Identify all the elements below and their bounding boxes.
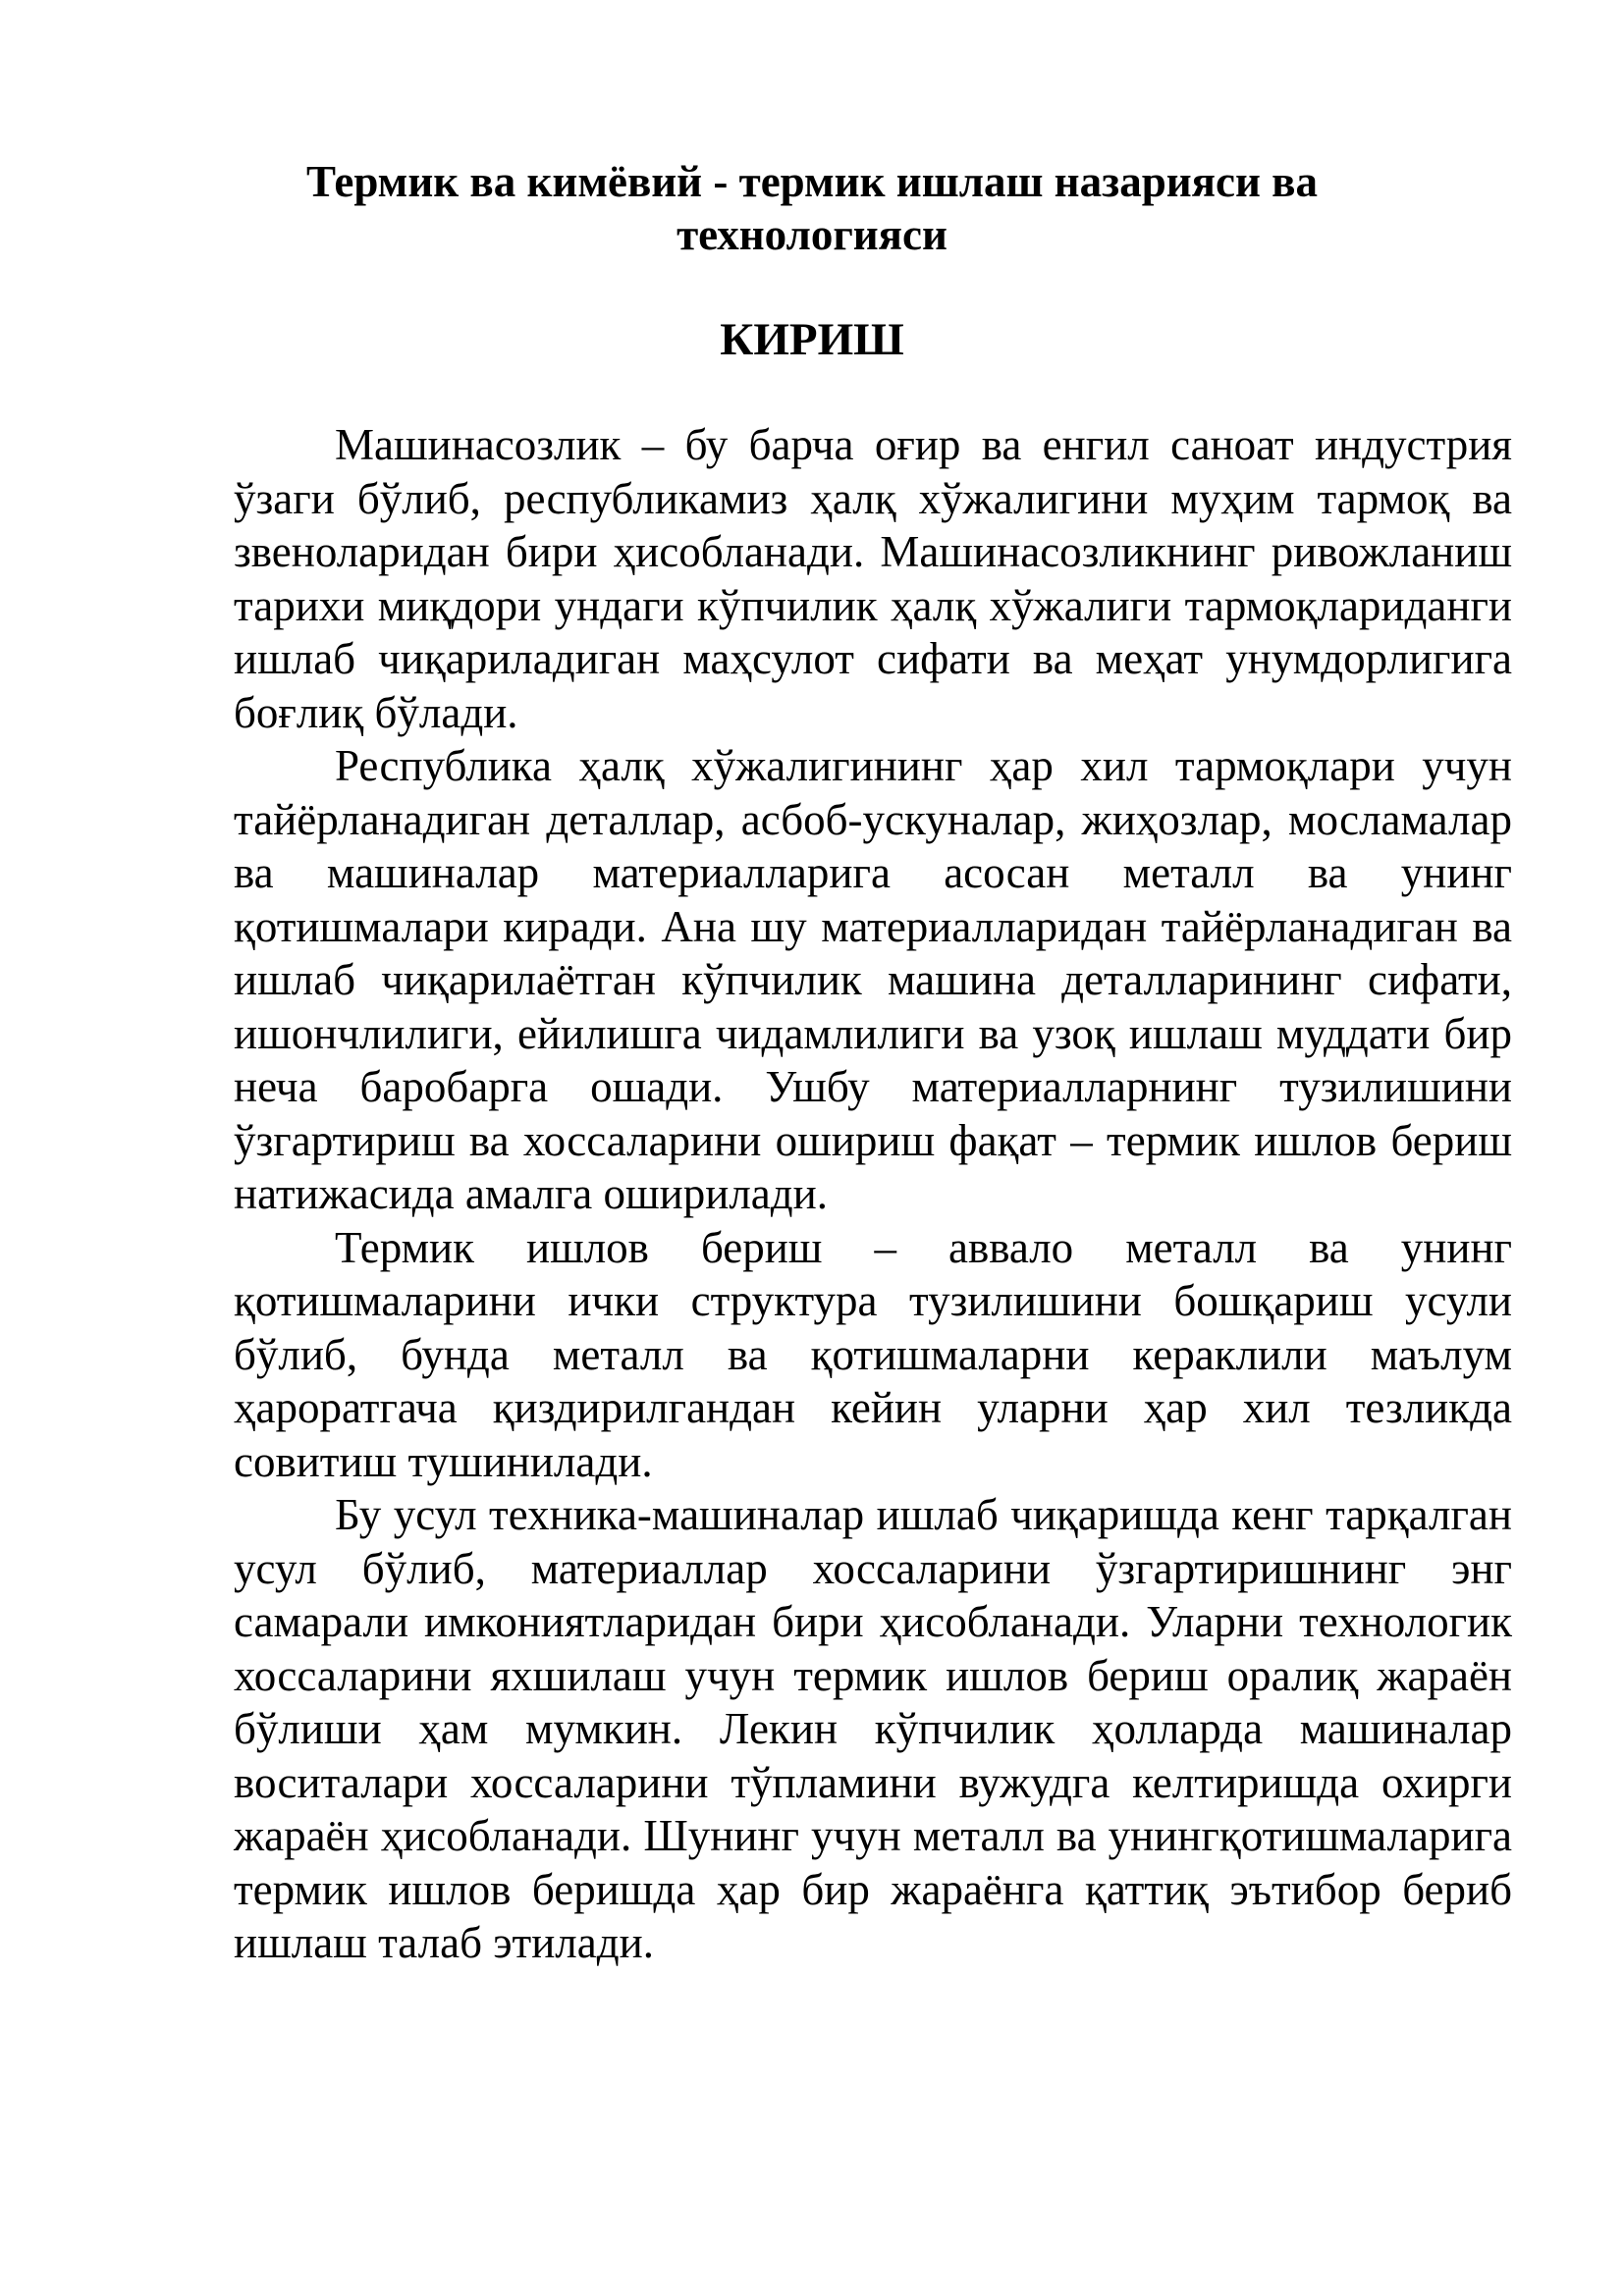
body-text	[234, 418, 1512, 1970]
paragraph: Машинасозлик – бу барча оғир ва енгил саноат индустрия ўзаги бўлиб, республикамиз ҳалқ хўжалигини муҳим тармоқ ва звеноларидан бири ҳисобланади. Машинасозликнинг ривожланиш тарихи миқдори ундаги кўпчилик ҳалқ хўжалиги тармоқлариданги ишлаб чиқариладиган маҳсулот сифати ва меҳат унумдорлигига боғлиқ бўлади.	[234, 420, 1512, 737]
paragraph: Республика ҳалқ хўжалигининг ҳар хил тармоқлари учун тайёрланадиган деталлар, асбоб-ускуналар, жиҳозлар, мосламалар ва машиналар материалларига асосан металл ва унинг қотишмалари киради. Ана шу материалларидан тайёрланадиган ва ишлаб чиқарилаётган кўпчилик машина деталларининг сифати, ишончлилиги, ейилишга чидамлилиги ва узоқ ишлаш муддати бир неча баробарга ошади. Ушбу материалларнинг тузилишини ўзгартириш ва хоссаларини ошириш фақат – термик ишлов бериш натижасида амалга оширилади.	[234, 741, 1512, 1218]
paragraph: Термик ишлов бериш – аввало металл ва унинг қотишмаларини ички структура тузилишини бошқариш усули бўлиб, бунда металл ва қотишмаларни кераклили маълум ҳароратгача қиздирилгандан кейин уларни ҳар хил тезликда совитиш тушинилади.	[234, 1222, 1512, 1486]
section-heading: КИРИШ	[720, 314, 904, 365]
document-title: Термик ва кимёвий - термик ишлаш назарияси ва технологияси	[306, 157, 1318, 259]
paragraph: Бу усул техника-машиналар ишлаб чиқаришда кенг тарқалган усул бўлиб, материаллар хоссаларини ўзгартиришнинг энг самарали имкониятларидан бири ҳисобланади. Уларни технологик хоссаларини яхшилаш учун термик ишлов бериш оралиқ жараён бўлиши ҳам мумкин. Лекин кўпчилик ҳолларда машиналар воситалари хоссаларини тўпламини вужудга келтиришда охирги жараён ҳисобланади. Шунинг учун металл ва унингқотишмаларига термик ишлов беришда ҳар бир жараёнга қаттиқ эътибор бериб ишлаш талаб этилади.	[234, 1490, 1512, 1967]
